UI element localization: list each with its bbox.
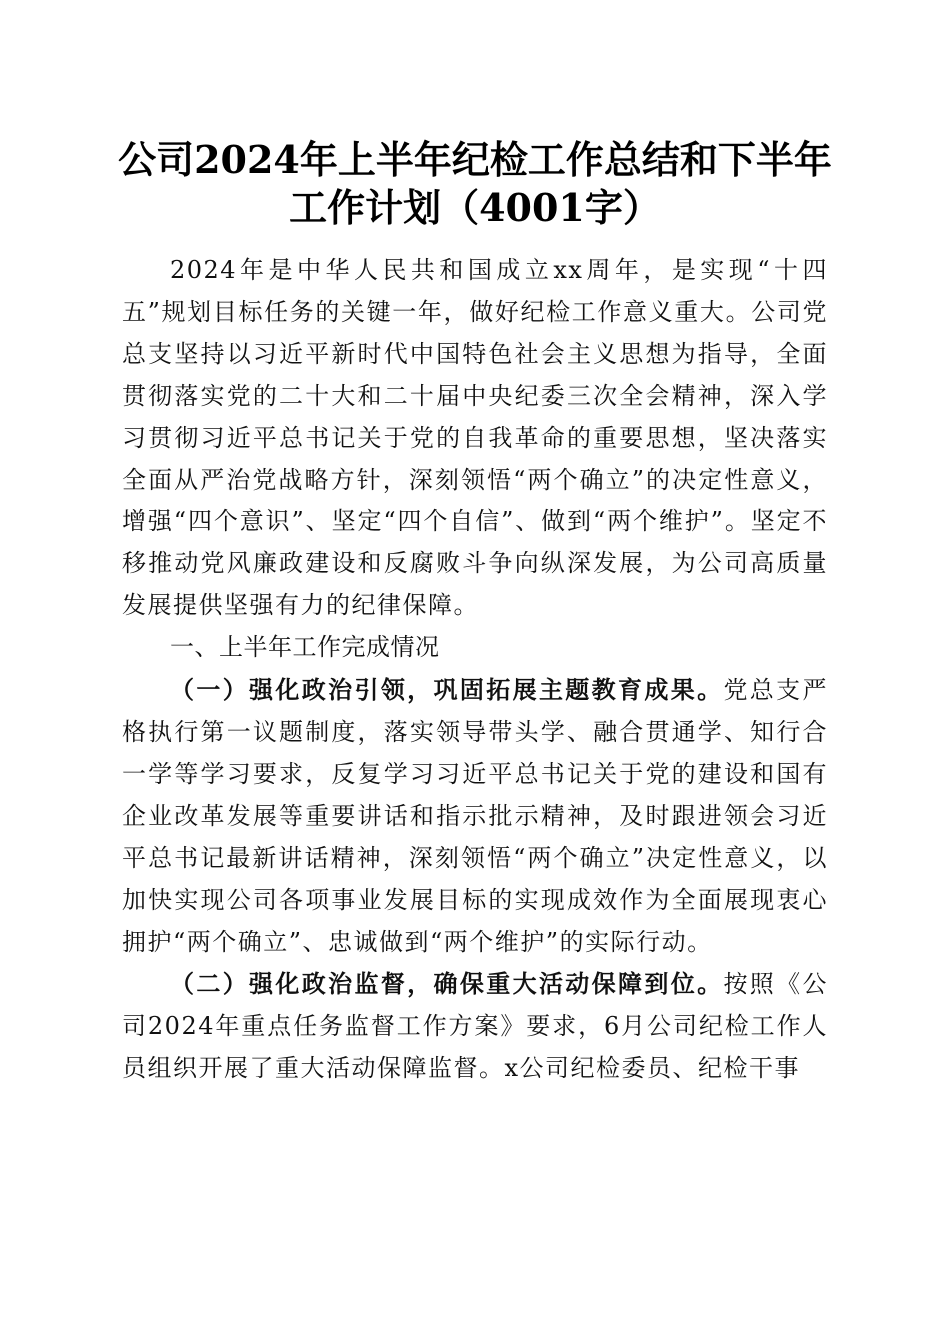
item-body-2: 按照《公司2024年重点任务监督工作方案》要求，6月公司纪检工作人员组织开展了重大活动保障监督。x公司纪检委员、纪检干事 (122, 970, 828, 1083)
item-paragraph-2 (122, 963, 828, 1090)
document-title: 公司2024年上半年纪检工作总结和下半年工作计划（4001字） (118, 137, 832, 230)
section-heading: 一、上半年工作完成情况 (170, 633, 440, 662)
intro-paragraph: 2024年是中华人民共和国成立xx周年，是实现“十四五”规划目标任务的关键一年，做好纪检工作意义重大。公司党总支坚持以习近平新时代中国特色社会主义思想为指导，全面贯彻落实党的二十大和二十届中央纪委三次全会精神，深入学习贯彻习近平总书记关于党的自我革命的重要思想，坚决落实全面从严治党战略方针，深刻领悟“两个确立”的决定性意义，增强“四个意识”、坚定“四个自信”、做到“两个维护”。坚定不移推动党风廉政建设和反腐败斗争向纵深发展，为公司高质量发展提供坚强有力的纪律保障。 (122, 256, 828, 620)
item-paragraph-1 (122, 669, 828, 963)
item-lead-1: （一）强化政治引领，巩固拓展主题教育成果。 (170, 675, 724, 705)
item-body-1: 党总支严格执行第一议题制度，落实领导带头学、融合贯通学、知行合一学等学习要求，反复学习习近平总书记关于党的建设和国有企业改革发展等重要讲话和指示批示精神，及时跟进领会习近平总书记最新讲话精神，深刻领悟“两个确立”决定性意义，以加快实现公司各项事业发展目标的实现成效作为全面展现衷心拥护“两个确立”、忠诚做到“两个维护”的实际行动。 (122, 676, 828, 956)
item-lead-2: （二）强化政治监督，确保重大活动保障到位。 (170, 969, 724, 999)
document-body (122, 250, 828, 1090)
